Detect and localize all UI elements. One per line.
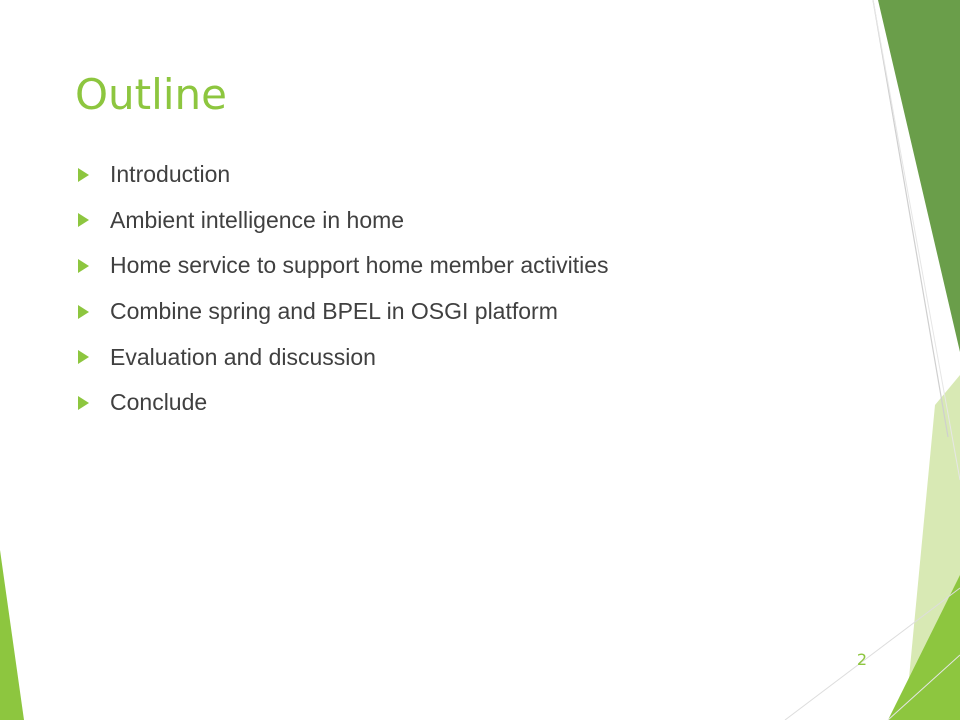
left-green-shape	[0, 550, 24, 720]
bullet-text: Home service to support home member activities	[110, 252, 609, 279]
bullet-item	[78, 198, 609, 244]
right-triangle-icon	[78, 305, 89, 319]
bullet-text: Evaluation and discussion	[110, 343, 376, 370]
bullet-text: Ambient intelligence in home	[110, 206, 405, 233]
page-number: 2	[856, 650, 868, 669]
bullet-text: Conclude	[110, 389, 208, 416]
bullet-list	[78, 152, 609, 426]
bullet-item	[78, 334, 609, 380]
right-triangle-icon	[78, 350, 89, 364]
bullet-item	[78, 152, 609, 198]
bullet-item	[78, 380, 609, 426]
slide-title: Outline	[75, 70, 227, 119]
bullet-text: Combine spring and BPEL in OSGI platform	[110, 298, 558, 325]
bullet-item	[78, 289, 609, 335]
bullet-text: Introduction	[110, 161, 231, 188]
right-triangle-icon	[78, 259, 89, 273]
right-triangle-icon	[78, 168, 89, 182]
right-triangle-icon	[78, 213, 89, 227]
top-right-dark-green-shape	[878, 0, 960, 352]
right-triangle-icon	[78, 396, 89, 410]
bullet-item	[78, 243, 609, 289]
